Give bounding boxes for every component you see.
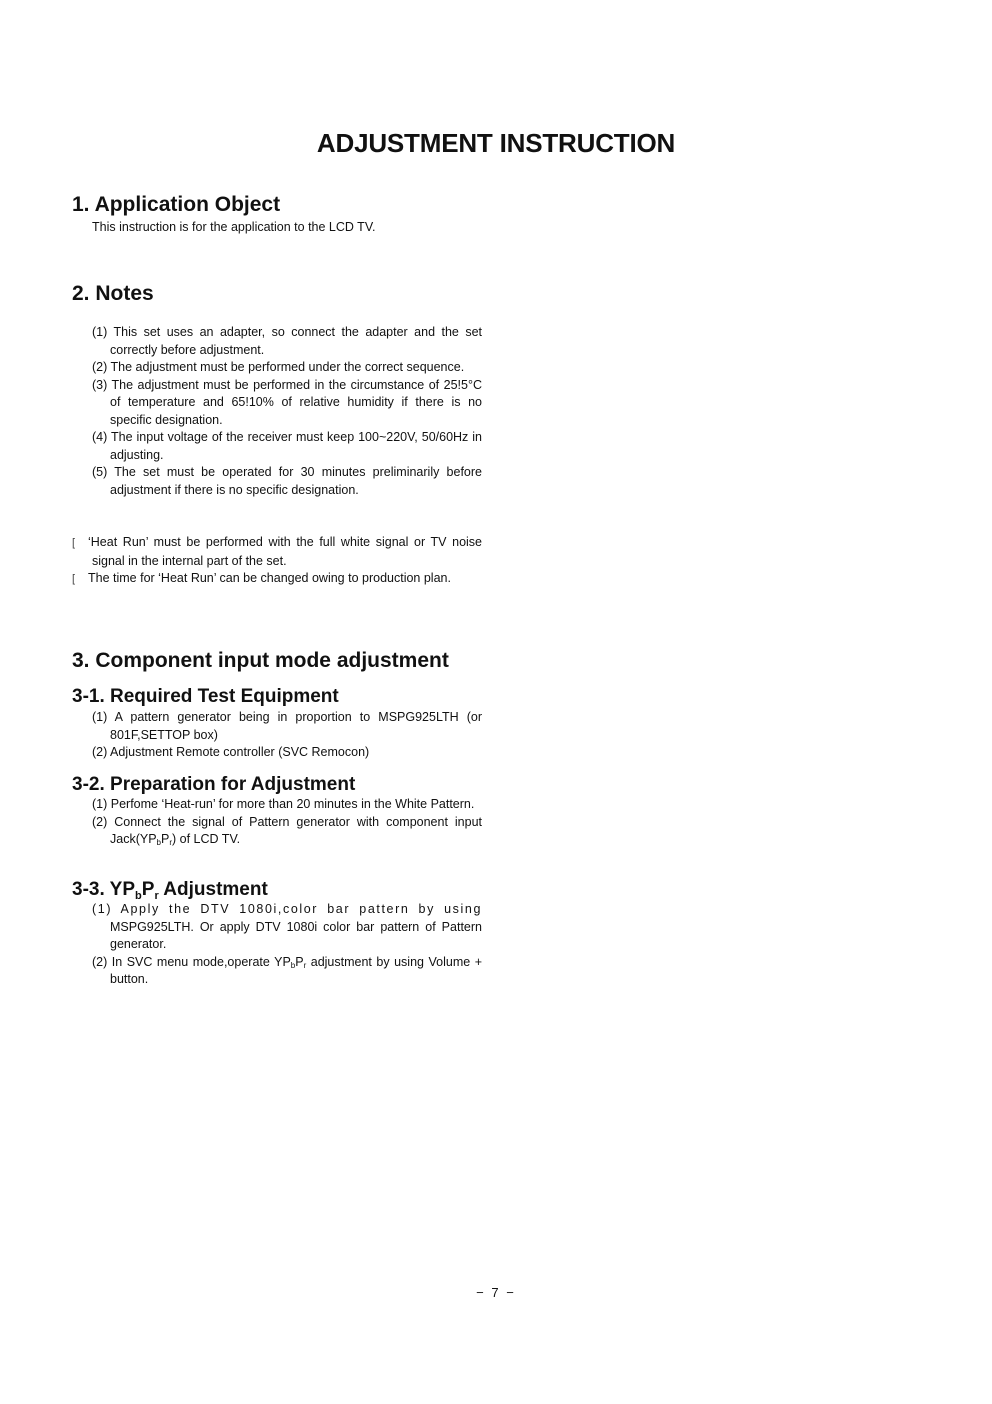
text-part: adjustment by using Volume + button.	[110, 954, 482, 986]
section-2-heading: 2. Notes	[72, 282, 154, 305]
bullet-mark: [	[72, 573, 76, 585]
subsection-3-3-heading	[72, 879, 268, 901]
text-part: P	[141, 879, 155, 900]
note-item: (4) The input voltage of the receiver must keep 100~220V, 50/60Hz in adjusting.	[92, 430, 482, 462]
equipment-list	[92, 709, 482, 762]
text-part: (2) Connect the signal of Pattern generator with component input Jack(YP	[92, 814, 482, 846]
subscript-b: b	[135, 890, 142, 902]
subsection-3-2-heading: 3-2. Preparation for Adjustment	[72, 774, 356, 795]
text-part: 3-3. YP	[72, 879, 136, 900]
section-3-heading: 3. Component input mode adjustment	[72, 649, 449, 672]
bullet-text: ‘Heat Run’ must be performed with the full white signal or TV noise signal in the internal part of the set.	[88, 535, 482, 568]
subscript-r: r	[169, 838, 173, 847]
note-item: (1) This set uses an adapter, so connect the adapter and the set correctly before adjustment.	[92, 325, 482, 357]
page-title: ADJUSTMENT INSTRUCTION	[316, 128, 676, 158]
notes-list	[92, 324, 482, 499]
preparation-item: (1) Perfome ‘Heat-run’ for more than 20 minutes in the White Pattern.	[92, 797, 475, 811]
bullet-item	[72, 534, 482, 570]
subscript-r: r	[154, 890, 159, 902]
ypbpr-item	[92, 954, 482, 989]
bullet-text: The time for ‘Heat Run’ can be changed owing to production plan.	[88, 571, 451, 585]
section-1-body: This instruction is for the application to the LCD TV.	[92, 220, 376, 234]
text-part: Adjustment	[158, 879, 268, 900]
page-number: − 7 −	[476, 1285, 516, 1300]
text-part: P	[295, 954, 304, 969]
note-item: (2) The adjustment must be performed under the correct sequence.	[92, 360, 465, 374]
subscript-r: r	[303, 960, 307, 970]
subscript-b: b	[156, 838, 161, 847]
preparation-list	[92, 796, 482, 849]
text-part: ) of LCD TV.	[172, 832, 241, 846]
ypbpr-list	[92, 901, 482, 989]
equipment-item: (1) A pattern generator being in proportion to MSPG925LTH (or 801F,SETTOP box)	[92, 710, 482, 742]
note-item: (3) The adjustment must be performed in the circumstance of 25!5°C of temperature and 65!10% of relative humidity if there is no specific designation.	[92, 377, 482, 427]
text-part: P	[161, 832, 170, 846]
text-part: (1) Apply the DTV 1080i,color bar pattern by using	[92, 902, 482, 916]
bullet-mark: [	[72, 537, 76, 549]
subscript-b: b	[290, 960, 296, 970]
heat-run-notes	[72, 534, 482, 589]
equipment-item: (2) Adjustment Remote controller (SVC Remocon)	[92, 745, 370, 759]
text-part: (2) In SVC menu mode,operate YP	[92, 954, 291, 969]
text-part: MSPG925LTH. Or apply DTV 1080i color bar pattern of Pattern generator.	[110, 919, 482, 951]
note-item: (5) The set must be operated for 30 minutes preliminarily before adjustment if there is no specific designation.	[92, 465, 482, 497]
section-1-heading: 1. Application Object	[72, 193, 281, 216]
subsection-3-1-heading: 3-1. Required Test Equipment	[72, 686, 339, 707]
ypbpr-item	[92, 901, 482, 954]
bullet-item	[72, 570, 482, 589]
preparation-item	[92, 814, 482, 849]
